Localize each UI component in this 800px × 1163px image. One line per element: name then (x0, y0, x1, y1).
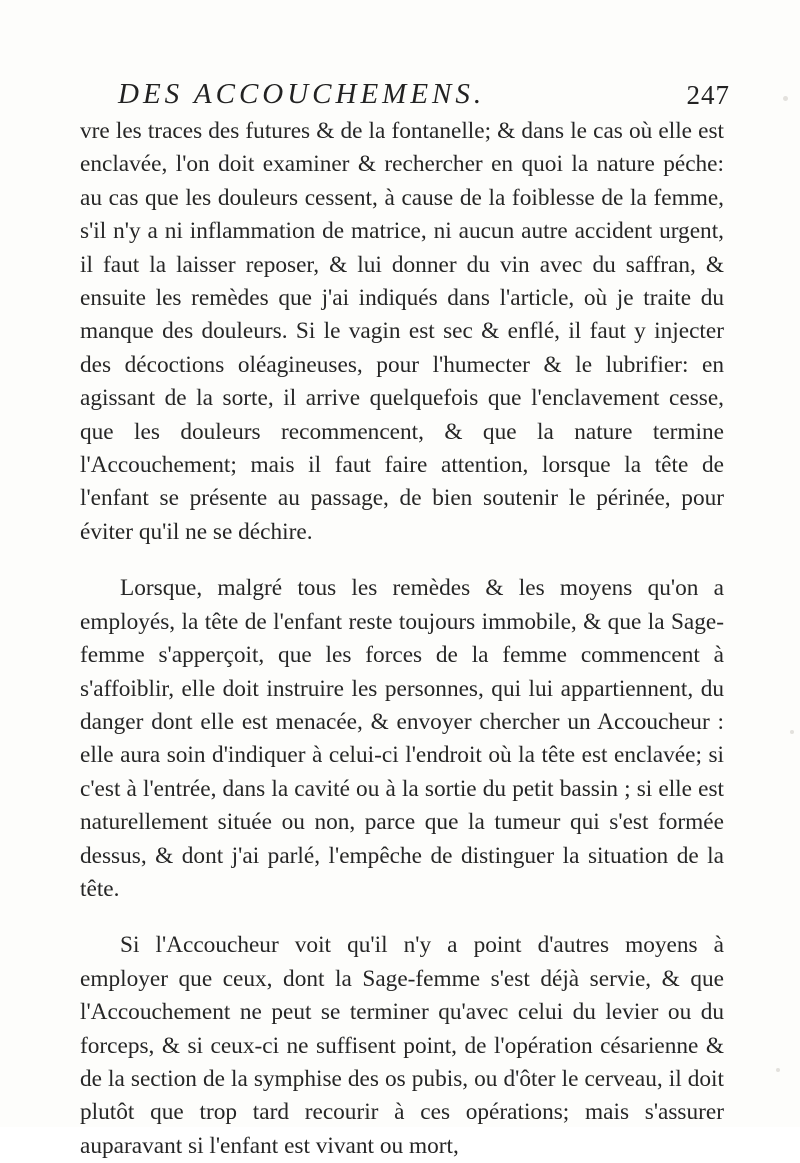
page-header (118, 78, 730, 114)
paragraph-3: Si l'Accoucheur voit qu'il n'y a point d'autres moyens à employer que ceux, dont la Sage-femme s'est déjà servie, & que l'Accouchement ne peut se terminer qu'avec celui du levier ou du forceps, & si ceux-ci ne suffisent point, de l'opération césarienne & de la section de la symphise des os pubis, ou d'ôter le cerveau, il doit plutôt que trop tard recourir à ces opérations; mais s'assurer auparavant si l'enfant est vivant ou mort, (80, 932, 724, 1159)
paragraph-1: vre les traces des futures & de la fontanelle; & dans le cas où elle est enclavée, l'on doit examiner & rechercher en quoi la nature péche: au cas que les douleurs cessent, à cause de la foiblesse de la femme, s'il n'y a ni inflammation de matrice, ni aucun autre accident urgent, il faut la laisser reposer, & lui donner du vin avec du saffran, & ensuite les remèdes que j'ai indiqués dans l'article, où je traite du manque des douleurs. Si le vagin est sec & enflé, il faut y injecter des décoctions oléagineuses, pour l'humecter & le lubrifier: en agissant de la sorte, il arrive quelquefois que l'enclavement cesse, que les douleurs recommencent, & que la nature termine l'Accouchement; mais il faut faire attention, lorsque la tête de l'enfant se présente au passage, de bien soutenir le périnée, pour éviter qu'il ne se déchire. (80, 118, 724, 545)
page-number: 247 (686, 80, 730, 110)
paragraph-2: Lorsque, malgré tous les remèdes & les moyens qu'on a employés, la tête de l'enfant reste toujours immobile, & que la Sage-femme s'apperçoit, que les forces de la femme commencent à s'affoiblir, elle doit instruire les personnes, qui lui appartiennent, du danger dont elle est menacée, & envoyer chercher un Accoucheur : elle aura soin d'indiquer à celui-ci l'endroit où la tête est enclavée; si c'est à l'entrée, dans la cavité ou à la sortie du petit bassin ; si elle est naturellement située ou non, parce que la tumeur qui s'est formée dessus, & dont j'ai parlé, l'empêche de distinguer la situation de la tête. (80, 575, 724, 902)
running-title: DES ACCOUCHEMENS. (118, 78, 486, 110)
paper-spot (776, 1068, 780, 1072)
body-text (80, 115, 724, 1163)
paper-spot (783, 96, 788, 101)
paper-spot (790, 730, 794, 734)
